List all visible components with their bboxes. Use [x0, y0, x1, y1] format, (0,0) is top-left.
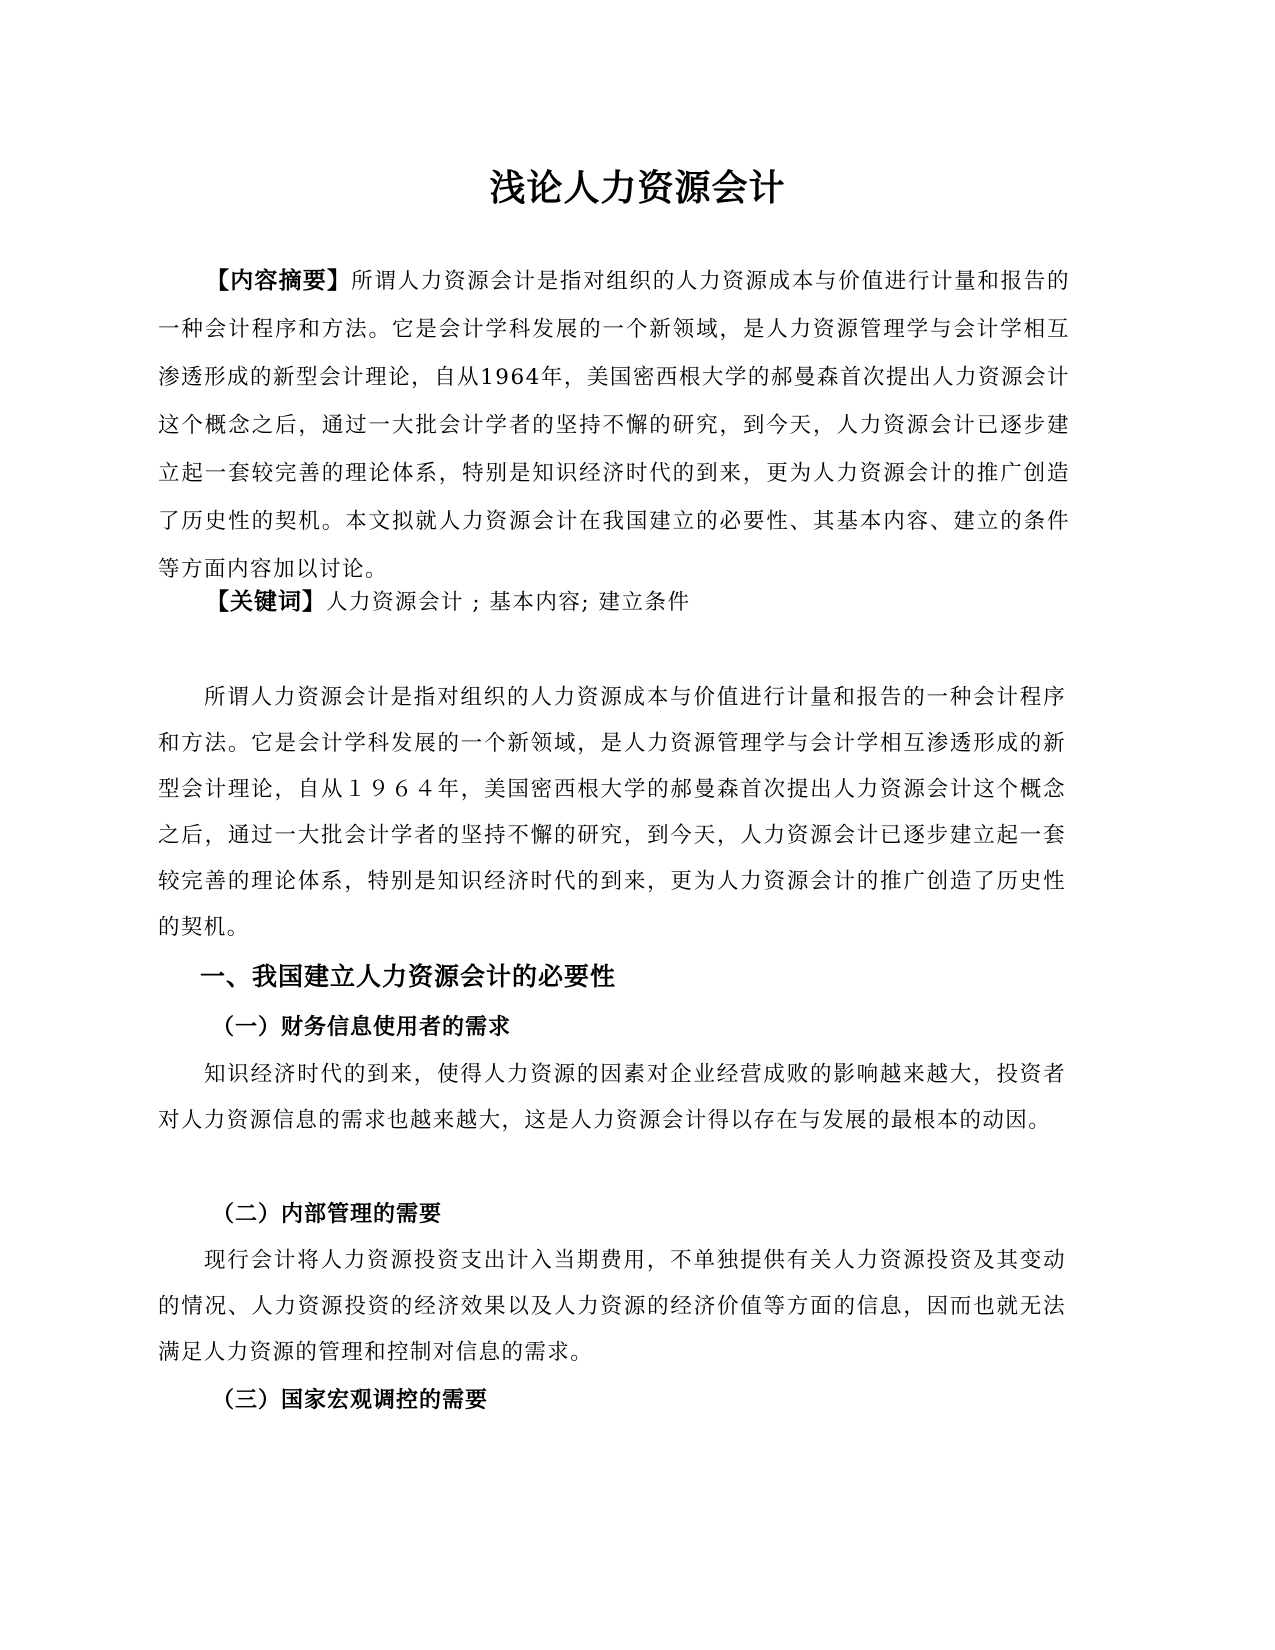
keywords-label: 【关键词】 [206, 589, 326, 615]
keywords-line [206, 578, 1066, 627]
subsection-heading-internal-management: （二）内部管理的需要 [212, 1202, 443, 1227]
keywords-text: 人力资源会计 ; 基本内容; 建立条件 [326, 590, 691, 615]
abstract-text: 所谓人力资源会计是指对组织的人力资源成本与价值进行计量和报告的一种会计程序和方法。它是会计学科发展的一个新领域，是人力资源管理学与会计学相互渗透形成的新型会计理论，自从1964年，美国密西根大学的郝曼森首次提出人力资源会计这个概念之后，通过一大批会计学者的坚持不懈的研究，到今天，人力资源会计已逐步建立起一套较完善的理论体系，特别是知识经济时代的到来，更为人力资源会计的推广创造了历史性的契机。本文拟就人力资源会计在我国建立的必要性、其基本内容、建立的条件等方面内容加以讨论。 [158, 269, 1070, 582]
intro-paragraph: 所谓人力资源会计是指对组织的人力资源成本与价值进行计量和报告的一种会计程序和方法。它是会计学科发展的一个新领域，是人力资源管理学与会计学相互渗透形成的新型会计理论，自从１９６４年，美国密西根大学的郝曼森首次提出人力资源会计这个概念之后，通过一大批会计学者的坚持不懈的研究，到今天，人力资源会计已逐步建立起一套较完善的理论体系，特别是知识经济时代的到来，更为人力资源会计的推广创造了历史性的契机。 [158, 685, 1066, 940]
subsection-heading-macro-control: （三）国家宏观调控的需要 [212, 1388, 489, 1413]
abstract-label: 【内容摘要】 [206, 268, 352, 294]
section-heading-necessity: 一、我国建立人力资源会计的必要性 [200, 962, 617, 991]
abstract-paragraph [158, 257, 1070, 594]
subsection-paragraph-internal-management: 现行会计将人力资源投资支出计入当期费用，不单独提供有关人力资源投资及其变动的情况、人力资源投资的经济效果以及人力资源的经济价值等方面的信息，因而也就无法满足人力资源的管理和控制对信息的需求。 [158, 1248, 1066, 1365]
document-title: 浅论人力资源会计 [489, 168, 786, 210]
subsection-heading-info-users: （一）财务信息使用者的需求 [212, 1015, 512, 1040]
subsection-paragraph-info-users: 知识经济时代的到来，使得人力资源的因素对企业经营成败的影响越来越大，投资者对人力资源信息的需求也越来越大，这是人力资源会计得以存在与发展的最根本的动因。 [158, 1062, 1066, 1133]
